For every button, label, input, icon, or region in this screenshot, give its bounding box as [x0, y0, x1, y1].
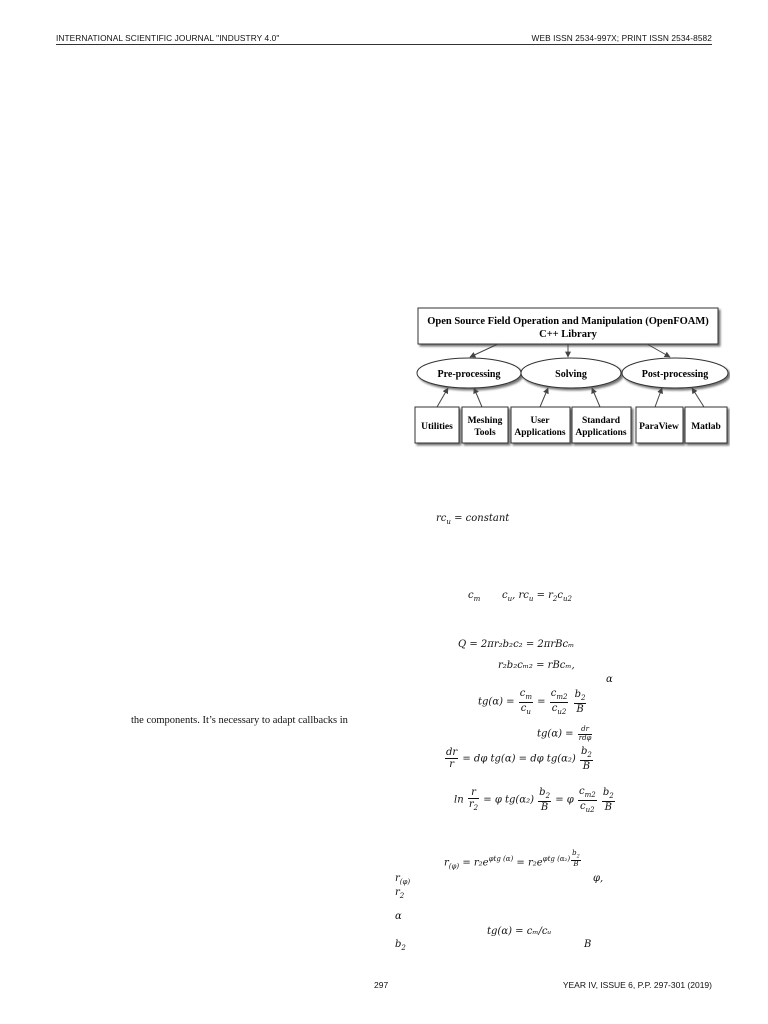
- tool-standard-1: Standard: [581, 416, 621, 426]
- openfoam-structure-diagram: [412, 305, 730, 450]
- tool-user-2: Applications: [514, 428, 566, 438]
- var-b2: $b_2$: [395, 939, 406, 952]
- tool-paraview: ParaView: [639, 422, 679, 432]
- equation-tg-ratio: tg(α) = cₘ/cᵤ: [487, 926, 552, 937]
- library-title-line1: Open Source Field Operation and Manipulation (OpenFOAM): [427, 316, 709, 327]
- equation-spiral: $r_{(\varphi)} = r_2e^{\varphi tg (\alpha)} = r_2e^{\varphi tg (\alpha_2) \frac{b_2}{B}}$: [444, 849, 580, 871]
- issn-info: WEB ISSN 2534-997X; PRINT ISSN 2534-8582: [531, 33, 712, 43]
- tool-standard-2: Applications: [575, 428, 627, 438]
- equation-cm: $c_m$: [468, 590, 481, 603]
- var-r2: $r_2$: [395, 887, 405, 900]
- stage-label-solving: Solving: [555, 369, 587, 380]
- tool-matlab: Matlab: [691, 422, 721, 432]
- tool-meshing-2: Tools: [474, 428, 496, 438]
- equation-tg-alpha: tg(α) = $\frac{c_m}{c_u}$ = $\frac{c_{m2}}{c_{u2}}$ $\frac{b_2}{B}$: [478, 688, 586, 716]
- equation-r2b2: r₂b₂cₘ₂ = rBcₘ,: [498, 660, 575, 671]
- equation-rcu-constant: $rc_u$ = constant: [436, 513, 510, 526]
- body-text-fragment: the components. It’s necessary to adapt callbacks in: [131, 715, 348, 726]
- equation-dr-over-r: $\frac{dr}{r}$ = dφ tg(α) = dφ tg(α₂) $\frac{b_2}{B}$: [446, 746, 592, 772]
- library-title-line2: C++ Library: [539, 329, 597, 340]
- issue-info: YEAR IV, ISSUE 6, P.P. 297-301 (2019): [562, 980, 712, 990]
- stage-label-pre: Pre-processing: [437, 369, 501, 380]
- tool-meshing-1: Meshing: [467, 416, 503, 426]
- var-alpha: α: [395, 911, 402, 922]
- equation-log: ln $\frac{r}{r_2}$ = φ tg(α₂) $\frac{b_2}{B}$ = φ $\frac{c_{m2}}{c_{u2}}$ $\frac{b_2}{B}$: [454, 786, 614, 814]
- var-r-phi: $r_{(\varphi)}$: [395, 873, 411, 886]
- var-phi: φ,: [593, 873, 604, 884]
- stage-label-post: Post-processing: [641, 369, 709, 380]
- equation-rcu-relation: $c_u$, $rc_u = r_2c_{u2}$: [502, 590, 572, 603]
- equation-flow-rate: Q = 2πr₂b₂c₂ = 2πrBcₘ: [458, 639, 575, 650]
- journal-title: INTERNATIONAL SCIENTIFIC JOURNAL "INDUSTRY 4.0": [56, 33, 280, 43]
- var-B: B: [584, 939, 592, 950]
- header-rule: [56, 44, 712, 45]
- equation-tg-dr: tg(α) = $\frac{dr}{\text{rdφ}}$: [537, 725, 592, 742]
- tool-utilities: Utilities: [421, 422, 453, 432]
- tool-user-1: User: [530, 416, 550, 426]
- page-number: 297: [374, 980, 389, 990]
- symbol-alpha: α: [606, 674, 613, 685]
